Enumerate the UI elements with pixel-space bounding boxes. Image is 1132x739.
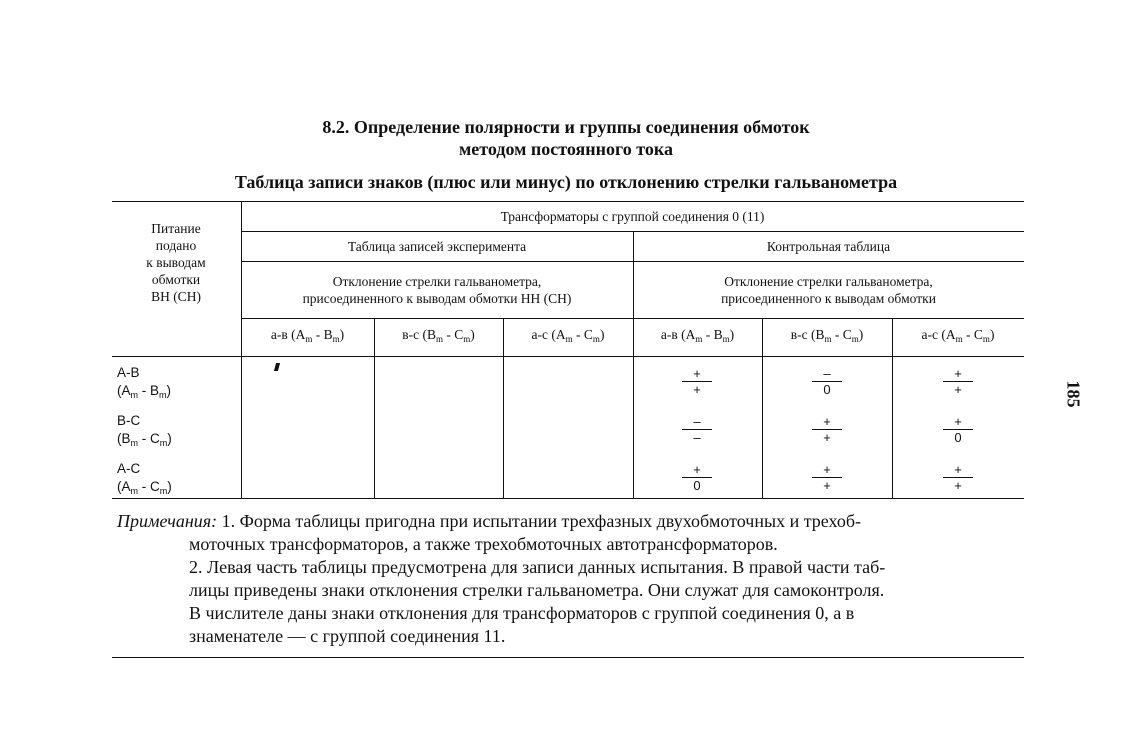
note-text: лицы приведены знаки отклонения стрелки гальванометра. Они служат для самоконтроля.: [189, 580, 885, 600]
row-label: A-C $(A_m - C_m)$: [117, 461, 172, 496]
section-title-line2: методом постоянного тока: [459, 139, 673, 159]
left-header-line: обмотки: [151, 271, 201, 287]
column-header: а-с $(A_m - C_m)$: [921, 327, 995, 344]
control-sign: + +: [938, 367, 978, 396]
left-header-line: к выводам: [146, 254, 206, 270]
notes-label: Примечания:: [117, 511, 218, 531]
table-caption: Таблица записи знаков (плюс или минус) по отклонению стрелки гальванометра: [234, 172, 898, 192]
column-header: в-с $(B_m - C_m)$: [402, 327, 475, 344]
left-header: [112, 206, 240, 318]
note-text: В числителе даны знаки отклонения для трансформаторов с группой соединения 0, а в: [189, 603, 855, 623]
note-text: 2. Левая часть таблицы предусмотрена для записи данных испытания. В правой части таб-: [189, 557, 886, 577]
left-header-line: ВН (СН): [151, 288, 201, 304]
note-text: моточных трансформаторов, а также трехобмоточных автотрансформаторов.: [189, 534, 778, 554]
control-sign: + 0: [938, 415, 978, 444]
row-label: A-B $(A_m - B_m)$: [117, 365, 172, 400]
column-header: в-с $(B_m - C_m)$: [790, 327, 864, 344]
deviation-header-left: [241, 261, 633, 318]
deviation-right-line1: Отклонение стрелки гальванометра,: [724, 273, 933, 289]
control-sign: + +: [807, 463, 847, 492]
notes: [117, 510, 1023, 648]
control-sign: + +: [938, 463, 978, 492]
deviation-header-right: [633, 261, 1024, 318]
control-sign: – 0: [807, 367, 847, 396]
control-sign: + +: [807, 415, 847, 444]
deviation-right-line2: присоединенного к выводам обмотки: [721, 290, 936, 306]
page-number: 185: [1063, 380, 1084, 408]
note-text: 1. Форма таблицы пригодна при испытании трехфазных двухобмоточных и трехоб-: [217, 511, 862, 531]
row-label: B-C $(B_m - C_m)$: [117, 413, 172, 448]
left-header-line: Питание: [151, 220, 201, 236]
group-header-right: Контрольная таблица: [766, 238, 891, 254]
pen-mark: [274, 363, 280, 371]
deviation-left-line1: Отклонение стрелки гальванометра,: [332, 273, 542, 289]
column-header: а-с $(A_m - C_m)$: [531, 327, 605, 344]
control-sign: + 0: [677, 463, 717, 492]
control-sign: + +: [677, 367, 717, 396]
page-bottom-rule: [112, 657, 1024, 658]
group-header-left: Таблица записей эксперимента: [347, 238, 527, 254]
column-header: а-в $(A_m - B_m)$: [270, 327, 345, 344]
rule-under-column-header: [112, 356, 1024, 357]
note-text: знаменателе — с группой соединения 11.: [189, 626, 506, 646]
left-header-line: подано: [155, 237, 197, 253]
table-bottom-rule: [112, 498, 1024, 499]
top-header: Трансформаторы с группой соединения 0 (11): [500, 208, 765, 224]
deviation-left-line2: присоединенного к выводам обмотки НН (СН): [302, 290, 572, 306]
column-header: а-в $(A_m - B_m)$: [660, 327, 735, 344]
control-sign: – –: [677, 415, 717, 444]
section-title-line1: 8.2. Определение полярности и группы соединения обмоток: [322, 117, 810, 137]
